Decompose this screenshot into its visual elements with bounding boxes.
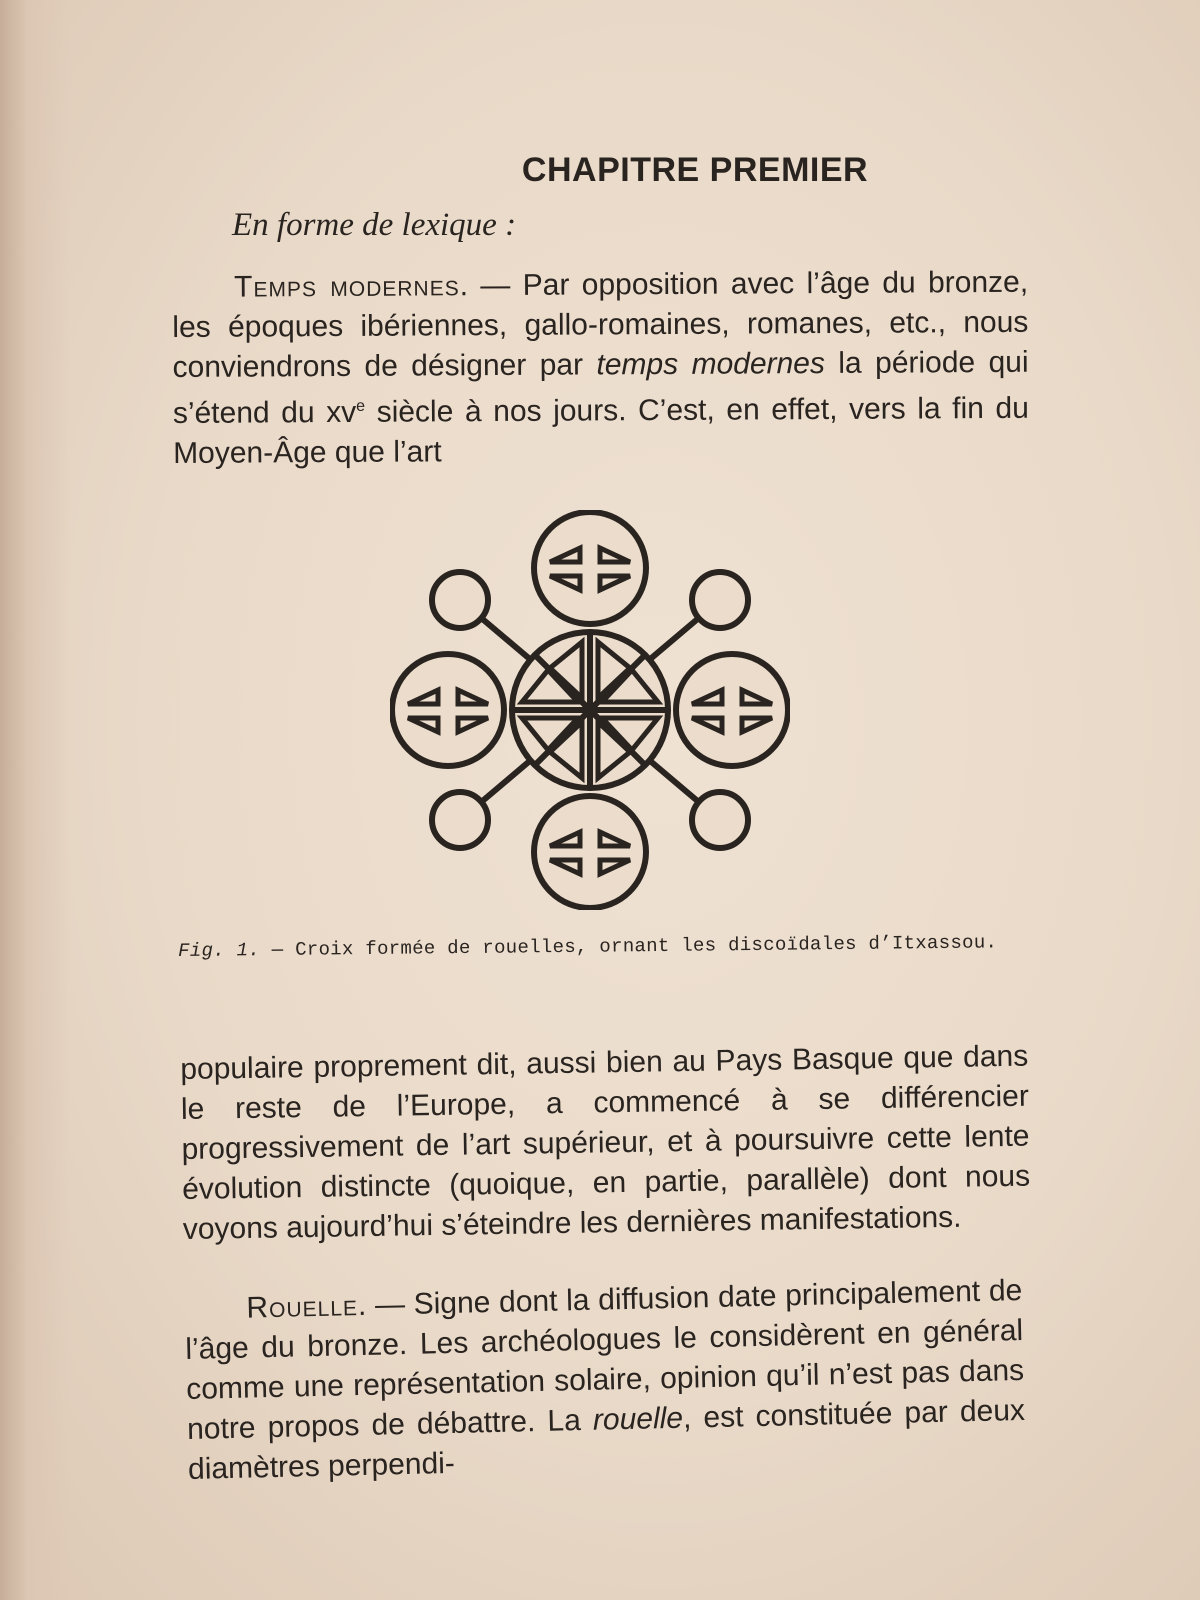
figure-caption-text: — Croix formée de rouelles, ornant les discoïdales d’Itxassou. xyxy=(259,931,998,962)
rouelle-cross-icon xyxy=(390,510,790,910)
entry-term: Rouelle xyxy=(246,1289,359,1325)
figure-label: Fig. 1. xyxy=(178,939,261,962)
figure-caption xyxy=(178,931,1008,962)
entry-paragraph: Temps modernes. — Par opposition avec l’âge du bronze, les époques ibériennes, gallo-romaines, romanes, etc., nous conviendrons de désigner par temps modernes la période qui s’étend du $xv^e$ siècle à nos jours. C’est, en effet, vers la fin du Moyen-Âge que l’art xyxy=(172,265,1029,470)
chapter-heading: CHAPITRE PREMIER xyxy=(521,150,869,189)
entry-emphasis: rouelle xyxy=(592,1401,684,1437)
entry-rouelle xyxy=(184,1271,1026,1490)
entry-paragraph: Rouelle. — Signe dont la diffusion date principalement de l’âge du bronze. Les archéologues le considèrent en général comme une représentation solaire, opinion qu’il n’est pas dans notre propos de débattre. La rouelle, est constituée par deux diamètres perpendi- xyxy=(184,1273,1026,1486)
page-gutter xyxy=(0,0,70,1600)
subtitle: En forme de lexique : xyxy=(232,207,517,243)
entry-paragraph: populaire proprement dit, aussi bien au Pays Basque que dans le reste de l’Europe, a commencé à se différencier progressivement de l’art supérieur, et à poursuivre cette lente évolution distincte (quoique, en partie, parallèle) dont nous voyons aujourd’hui s’éteindre les dernières manifestations. xyxy=(180,1039,1031,1246)
entry-continued xyxy=(180,1037,1031,1250)
entry-term: Temps modernes xyxy=(234,269,460,304)
entry-emphasis: temps modernes xyxy=(596,347,826,382)
superscript: e xyxy=(356,397,366,415)
entry-temps-modernes xyxy=(172,263,1029,474)
